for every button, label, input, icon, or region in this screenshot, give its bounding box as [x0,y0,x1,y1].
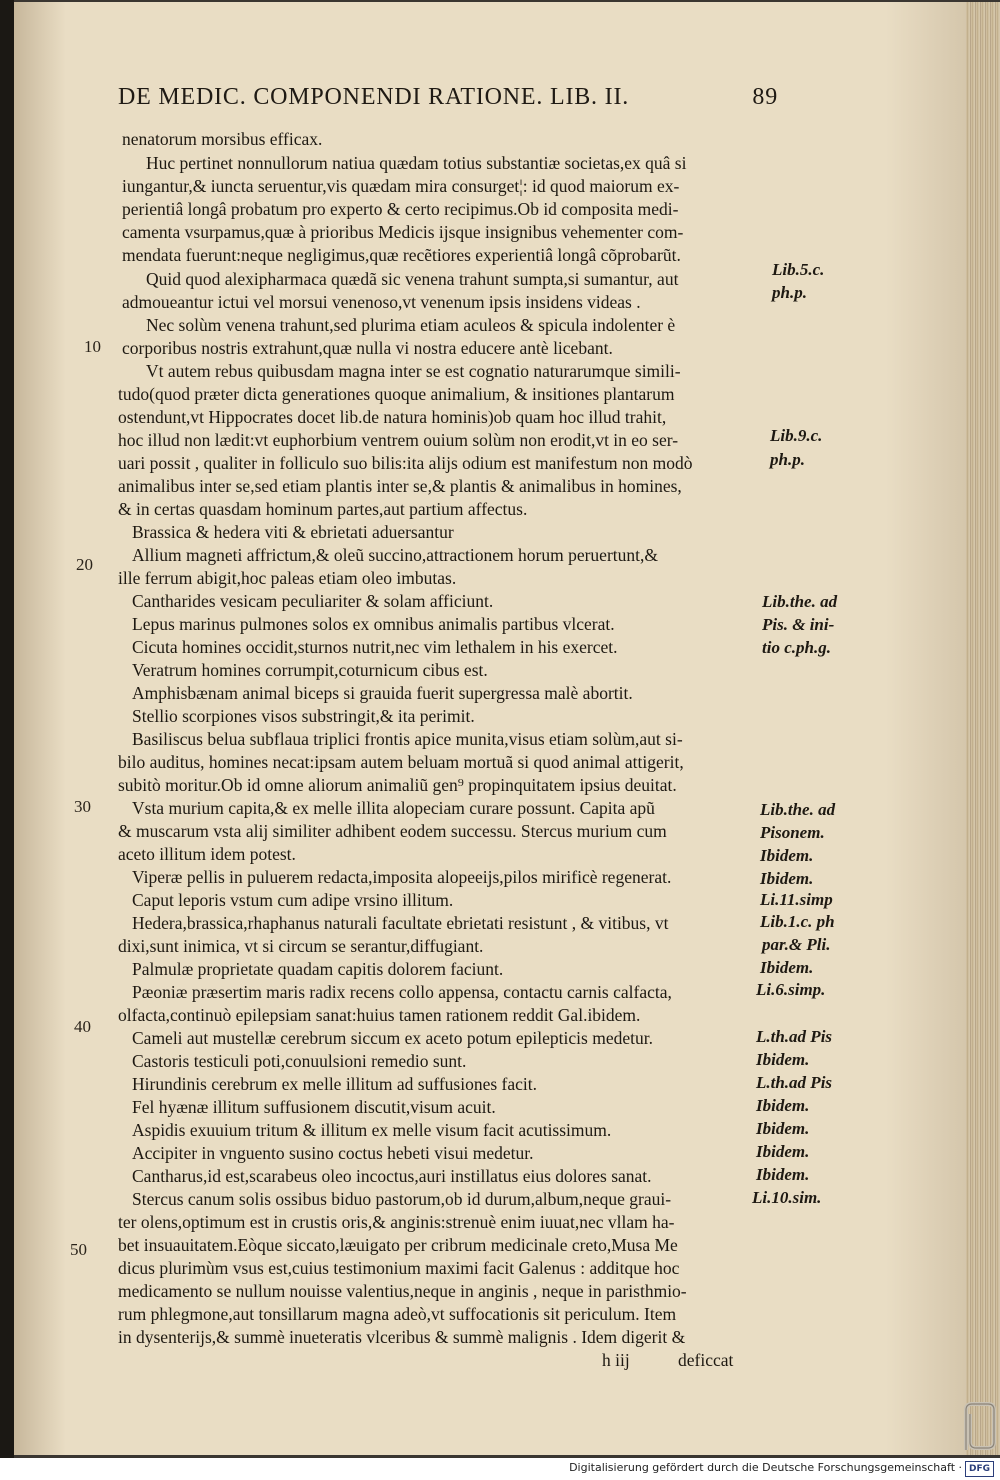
text-line: rum phlegmone,aut tonsillarum magna adeò,vt suffocationis sit periculum. Item [118,1304,677,1324]
margin-note: Lib.5.c. [772,260,825,279]
text-line: nenatorum morsibus efficax. [122,129,323,149]
margin-note: Li.6.simp. [756,980,826,999]
text-line: mendata fuerunt:neque negligimus,quæ recẽtiores experientiâ longâ cõprobarũt. [122,245,681,265]
text-line: perientiâ longâ probatum pro experto & certo recipimus.Ob id composita medi- [122,199,679,219]
text-line: Pæoniæ præsertim maris radix recens collo appensa, contactu carnis calfacta, [132,982,672,1002]
line-number: 10 [84,337,101,356]
text-line: olfacta,continuò epilepsiam sanat:huius tamen rationem reddit Gal.ibidem. [118,1005,641,1025]
text-line: admoueantur ictui vel morsui venenoso,vt venenum ipsis insidens videas . [122,292,641,312]
text-line: Basiliscus belua subflaua triplici frontis apice munita,visus etiam solùm,aut si- [132,729,683,749]
text-line: Stercus canum solis ossibus biduo pastorum,ob id durum,album,neque graui- [132,1189,672,1209]
text-line: Cicuta homines occidit,sturnos nutrit,nec vim lethalem in his exercet. [132,637,618,657]
text-line: ter olens,optimum est in crustis oris,& anginis:strenuè enim iuuat,nec vllam ha- [118,1212,675,1232]
margin-note: Ibidem. [756,1096,810,1115]
page-number: 89 [752,84,778,110]
margin-note: tio c.ph.g. [762,638,831,657]
text-line: Cantharides vesicam peculiariter & solam afficiunt. [132,591,494,611]
line-number: 30 [74,797,91,816]
line-number: 20 [76,555,93,574]
text-line: & muscarum vsta alij similiter adhibent eodem successu. Stercus murium cum [118,821,667,841]
text-line: iungantur,& iuncta seruentur,vis quædam mira consurget¦: id quod maiorum ex- [122,176,680,196]
text-line: ostendunt,vt Hippocrates docet lib.de natura hominis)ob quam hoc illud trahit, [118,407,667,427]
text-line: animalibus inter se,sed etiam plantis inter se,& plantis & animalibus in homines, [118,476,682,496]
text-line: Viperæ pellis in puluerem redacta,imposita alopeeijs,pilos mirificè regenerat. [132,867,672,887]
text-line: corporibus nostris extrahunt,quæ nulla vi nostra educere antè licebant. [122,338,613,358]
text-line: subitò moritur.Ob id omne aliorum animaliũ gen⁹ propinquitatem ipsius deuitat. [118,775,677,795]
text-line: Caput leporis vstum cum adipe vrsino illitum. [132,890,454,910]
margin-note: Ibidem. [760,869,814,888]
margin-note: Lib.the. ad [762,592,838,611]
text-line: in dysenterijs,& summè inueteratis vlceribus & summè malignis . Idem digerit & [118,1327,686,1347]
text-line: ille ferrum abigit,hoc paleas etiam oleo imbutas. [118,568,457,588]
margin-note: Ibidem. [760,958,814,977]
margin-note: Pis. & ini- [762,615,835,634]
margin-note: L.th.ad Pis [756,1073,833,1092]
margin-note: Li.11.simp [760,890,833,909]
text-line: Veratrum homines corrumpit,coturnicum cibus est. [132,660,488,680]
margin-note: Pisonem. [760,823,825,842]
margin-note: Lib.1.c. ph [760,912,835,931]
text-line: Accipiter in vnguento susino coctus hebeti visui medetur. [132,1143,534,1163]
credit-bar [0,1458,1000,1480]
margin-note: par.& Pli. [762,935,831,954]
text-line: Castoris testiculi poti,conuulsioni remedio sunt. [132,1051,467,1071]
margin-note: Ibidem. [756,1165,810,1184]
text-line: uari possit , qualiter in folliculo suo bilis:ita alijs odium est manifestum non modò [118,453,693,473]
margin-note: ph.p. [770,450,805,469]
line-number: 40 [74,1017,91,1036]
text-line: Quid quod alexipharmaca quædã sic venena trahunt sumpta,si sumantur, aut [146,269,679,289]
margin-note: Li.10.sim. [752,1188,822,1207]
margin-note: Ibidem. [756,1142,810,1161]
text-line: tudo(quod præter dicta generationes quoque animalium, & insitiones plantarum [118,384,675,404]
margin-note: ph.p. [772,283,807,302]
text-line: Cantharus,id est,scarabeus oleo incoctus,auri instillatus eius dolores sanat. [132,1166,652,1186]
text-line: Lepus marinus pulmones solos ex omnibus animalis partibus vlcerat. [132,614,615,634]
text-line: Cameli aut mustellæ cerebrum siccum ex aceto potum epilepticis medetur. [132,1028,653,1048]
margin-note: L.th.ad Pis [756,1027,833,1046]
margin-note: Ibidem. [756,1119,810,1138]
margin-note: Ibidem. [756,1050,810,1069]
text-line: dixi,sunt inimica, vt si circum se serantur,diffugiant. [118,936,484,956]
running-title: DE MEDIC. COMPONENDI RATIONE. LIB. II. [118,84,630,110]
text-line: Allium magneti affrictum,& oleũ succino,attractionem horum peruertunt,& [132,545,658,565]
margin-note: Lib.the. ad [760,800,836,819]
text-line: Hirundinis cerebrum ex melle illitum ad suffusiones facit. [132,1074,537,1094]
text-line: & in certas quasdam hominum partes,aut partium affectus. [118,499,528,519]
margin-note: Lib.9.c. [770,426,823,445]
text-line: Palmulæ proprietate quadam capitis dolorem faciunt. [132,959,504,979]
text-line: camenta vsurpamus,quæ à prioribus Medicis ijsque insignibus vehementer com- [122,222,684,242]
catchword: deficcat [678,1350,734,1370]
text-line: hoc illud non lædit:vt euphorbium ventrem ouium solùm non erodit,vt in eo ser- [118,430,679,450]
text-line: medicamento se nullum nouisse valentius,neque in anginis , neque in paristhmio- [118,1281,687,1301]
line-number: 50 [70,1240,87,1259]
text-line: Vt autem rebus quibusdam magna inter se est cognatio naturarumque simili- [146,361,681,381]
text-line: Nec solùm venena trahunt,sed plurima etiam aculeos & spicula indolenter è [146,315,676,335]
text-line: dicus plurimùm vsus est,cuius testimonium maximi facit Galenus : additque hoc [118,1258,680,1278]
text-line: bet insuauitatem.Eòque siccato,læuigato per cribrum medicinale creto,Musa Me [118,1235,678,1255]
text-line: Fel hyænæ illitum suffusionem discutit,visum acuit. [132,1097,496,1117]
text-line: aceto illitum idem potest. [118,844,296,864]
dfg-logo[interactable]: DFG [965,1461,994,1477]
credit-text: Digitalisierung gefördert durch die Deutsche Forschungsgemeinschaft · [569,1461,962,1474]
text-line: Amphisbænam animal biceps si grauida fuerit supergressa malè abortit. [132,683,633,703]
text-line: Stellio scorpiones visos substringit,& ita perimit. [132,706,475,726]
text-line: Hedera,brassica,rhaphanus naturali facultate ebrietati resistunt , & vitibus, vt [132,913,669,933]
text-line: bilo auditus, homines necat:ipsam autem beluam mortuã si quod animal attigerit, [118,752,684,772]
paper-clip-icon [958,1400,1000,1454]
margin-note: Ibidem. [760,846,814,865]
text-line: Vsta murium capita,& ex melle illita alopeciam curare possunt. Capita apũ [132,798,655,818]
signature-mark: h iij [602,1350,630,1370]
text-line: Aspidis exuuium tritum & illitum ex melle visum facit acutissimum. [132,1120,612,1140]
text-line: Huc pertinet nonnullorum natiua quædam totius substantiæ societas,ex quâ si [146,153,687,173]
text-line: Brassica & hedera viti & ebrietati aduersantur [132,522,454,542]
